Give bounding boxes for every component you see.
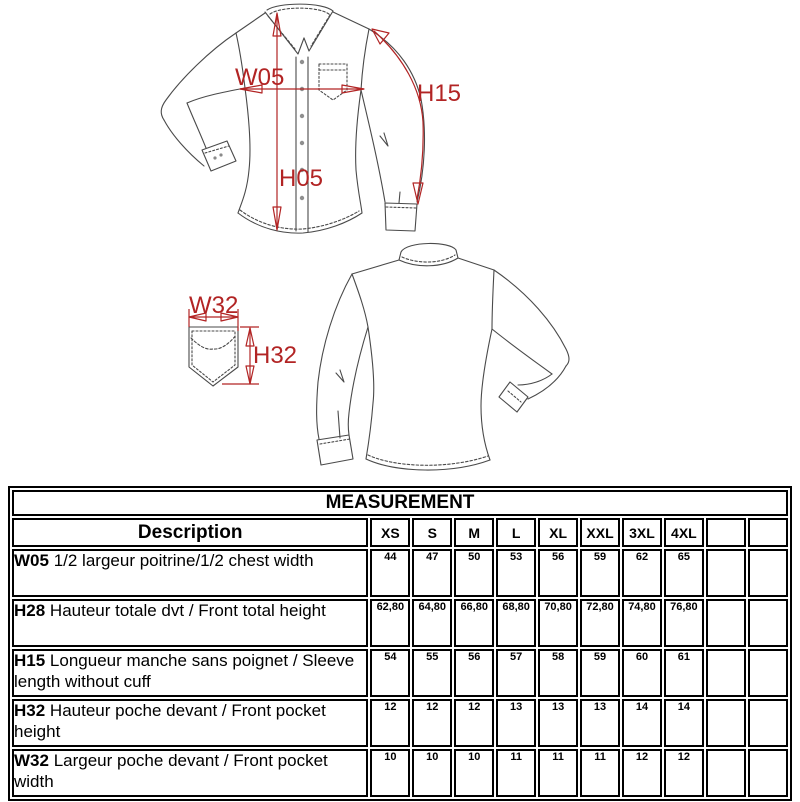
value-cell: 65 xyxy=(664,549,704,597)
description-header: Description xyxy=(12,518,368,547)
value-cell: 56 xyxy=(538,549,578,597)
table-row-w05 xyxy=(12,549,788,597)
value-cell: 62,80 xyxy=(370,599,410,647)
value-cell: 56 xyxy=(454,649,494,697)
size-header-m: M xyxy=(454,518,494,547)
size-header-3xl: 3XL xyxy=(622,518,662,547)
pocket-detail-drawing xyxy=(189,327,238,386)
h15-label: H15 xyxy=(417,80,462,107)
empty-cell xyxy=(748,599,788,647)
empty-cell xyxy=(748,649,788,697)
row-description xyxy=(12,599,368,647)
value-cell: 59 xyxy=(580,649,620,697)
w05-label: W05 xyxy=(235,64,285,91)
table-row-h28 xyxy=(12,599,788,647)
value-cell: 59 xyxy=(580,549,620,597)
h32-label: H32 xyxy=(253,342,298,369)
value-cell: 13 xyxy=(580,699,620,747)
row-description xyxy=(12,549,368,597)
dimension-arrows xyxy=(189,13,423,384)
value-cell: 13 xyxy=(496,699,536,747)
value-cell: 60 xyxy=(622,649,662,697)
empty-cell xyxy=(706,599,746,647)
empty-header-cell xyxy=(706,518,746,547)
row-text: Largeur poche devant / Front pocket width xyxy=(14,751,328,791)
size-header-xxl: XXL xyxy=(580,518,620,547)
table-title: MEASUREMENT xyxy=(12,490,788,516)
empty-cell xyxy=(748,549,788,597)
empty-cell xyxy=(706,749,746,797)
value-cell: 14 xyxy=(622,699,662,747)
value-cell: 14 xyxy=(664,699,704,747)
size-header-xl: XL xyxy=(538,518,578,547)
value-cell: 50 xyxy=(454,549,494,597)
value-cell: 12 xyxy=(370,699,410,747)
measurement-table xyxy=(8,486,792,801)
value-cell: 10 xyxy=(454,749,494,797)
value-cell: 68,80 xyxy=(496,599,536,647)
value-cell: 58 xyxy=(538,649,578,697)
row-text: Longueur manche sans poignet / Sleeve length without cuff xyxy=(14,651,355,691)
value-cell: 61 xyxy=(664,649,704,697)
value-cell: 10 xyxy=(412,749,452,797)
value-cell: 72,80 xyxy=(580,599,620,647)
value-cell: 12 xyxy=(454,699,494,747)
empty-cell xyxy=(706,649,746,697)
row-code: H28 xyxy=(14,601,46,620)
size-header-l: L xyxy=(496,518,536,547)
value-cell: 13 xyxy=(538,699,578,747)
h15-arrow xyxy=(372,29,423,204)
value-cell: 53 xyxy=(496,549,536,597)
row-text: Hauteur totale dvt / Front total height xyxy=(49,601,326,620)
shirt-back-drawing xyxy=(317,243,569,470)
row-code: H32 xyxy=(14,701,46,720)
value-cell: 55 xyxy=(412,649,452,697)
row-description xyxy=(12,649,368,697)
row-text: 1/2 largeur poitrine/1/2 chest width xyxy=(53,551,314,570)
value-cell: 54 xyxy=(370,649,410,697)
table-row-h15 xyxy=(12,649,788,697)
h05-label: H05 xyxy=(279,165,324,192)
table-title-row xyxy=(12,490,788,516)
row-text: Hauteur poche devant / Front pocket height xyxy=(14,701,326,741)
value-cell: 10 xyxy=(370,749,410,797)
empty-header-cell xyxy=(748,518,788,547)
value-cell: 74,80 xyxy=(622,599,662,647)
value-cell: 44 xyxy=(370,549,410,597)
value-cell: 64,80 xyxy=(412,599,452,647)
value-cell: 12 xyxy=(622,749,662,797)
value-cell: 11 xyxy=(580,749,620,797)
size-header-4xl: 4XL xyxy=(664,518,704,547)
row-code: W05 xyxy=(14,551,49,570)
value-cell: 66,80 xyxy=(454,599,494,647)
value-cell: 12 xyxy=(412,699,452,747)
table-header-row xyxy=(12,518,788,547)
size-header-s: S xyxy=(412,518,452,547)
row-code: H15 xyxy=(14,651,46,670)
value-cell: 11 xyxy=(496,749,536,797)
value-cell: 12 xyxy=(664,749,704,797)
value-cell: 70,80 xyxy=(538,599,578,647)
empty-cell xyxy=(748,749,788,797)
table-row-w32 xyxy=(12,749,788,797)
value-cell: 57 xyxy=(496,649,536,697)
size-header-xs: XS xyxy=(370,518,410,547)
row-code: W32 xyxy=(14,751,49,770)
w32-label: W32 xyxy=(189,292,239,319)
value-cell: 11 xyxy=(538,749,578,797)
row-description xyxy=(12,699,368,747)
value-cell: 62 xyxy=(622,549,662,597)
row-description xyxy=(12,749,368,797)
h05-arrow xyxy=(273,13,281,230)
empty-cell xyxy=(706,699,746,747)
value-cell: 47 xyxy=(412,549,452,597)
value-cell: 76,80 xyxy=(664,599,704,647)
empty-cell xyxy=(748,699,788,747)
table-row-h32 xyxy=(12,699,788,747)
empty-cell xyxy=(706,549,746,597)
